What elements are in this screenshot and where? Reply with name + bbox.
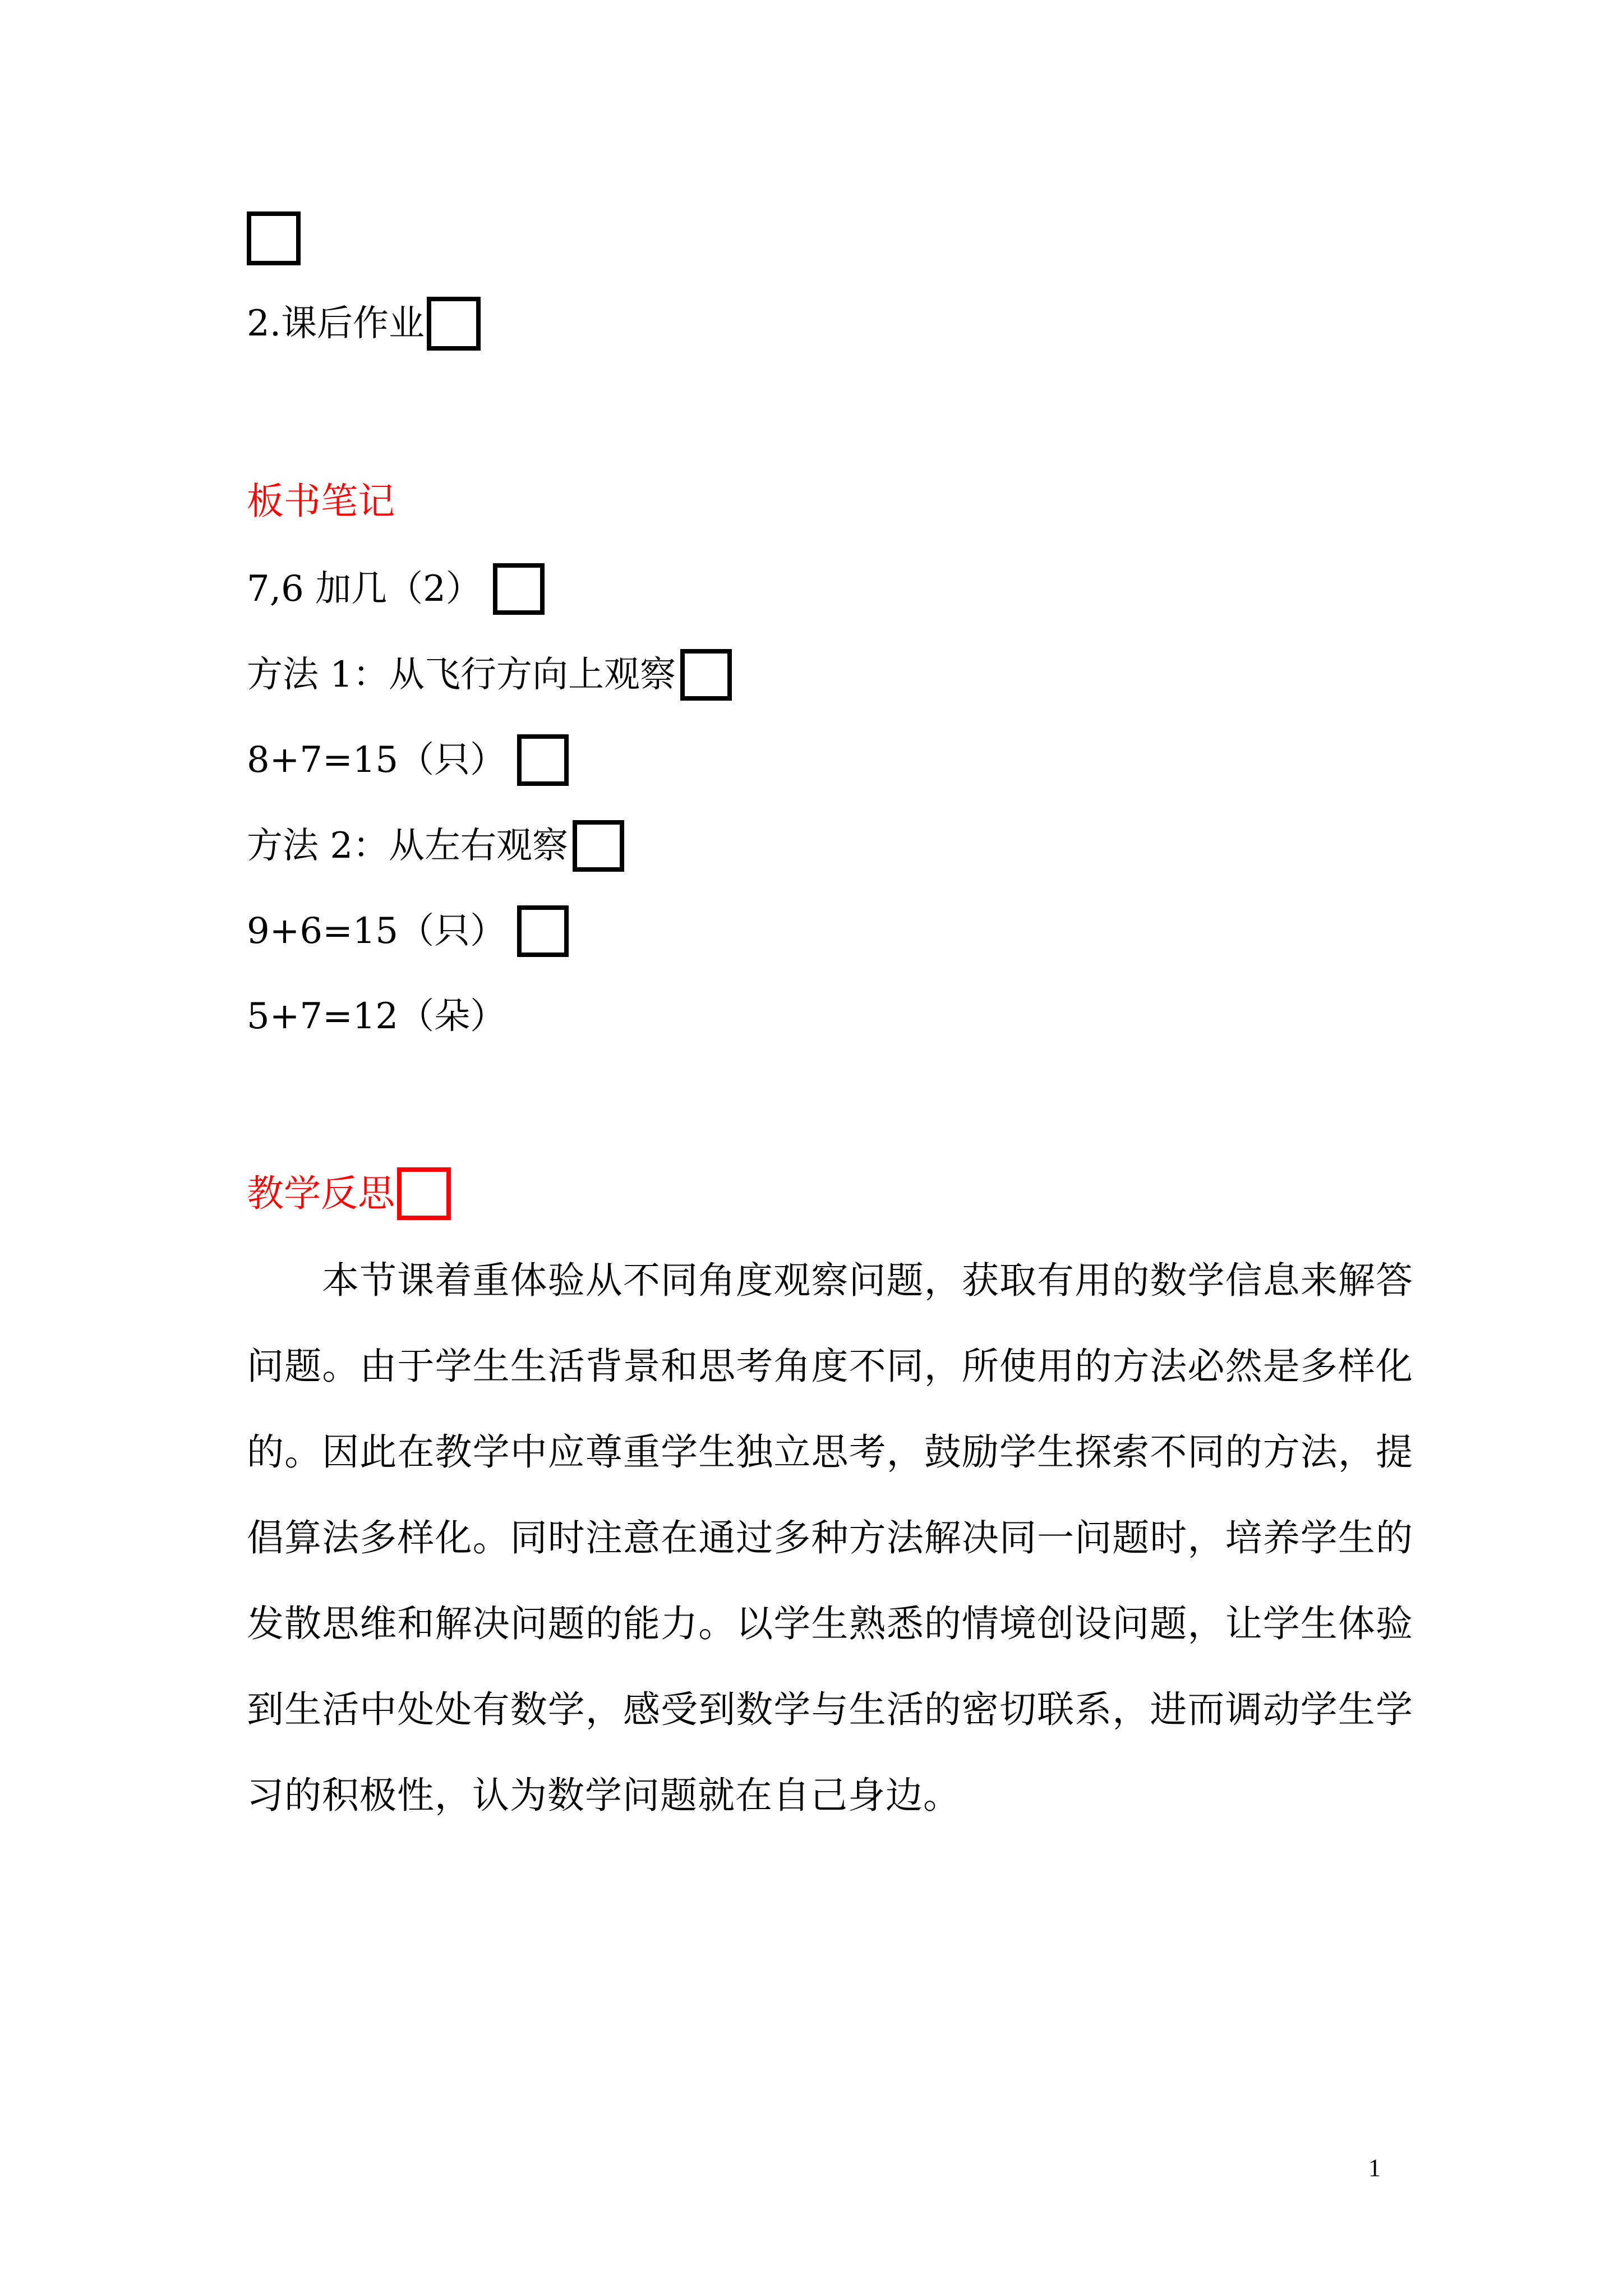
homework-line: [247, 301, 481, 346]
empty-box: [680, 649, 732, 701]
empty-box: [397, 1167, 451, 1220]
empty-box: [517, 734, 569, 786]
empty-box: [573, 820, 624, 872]
reflection-heading-text: 教学反思: [247, 1172, 395, 1215]
empty-box: [493, 563, 545, 615]
placeholder-box-row: [247, 216, 301, 261]
board-note-line: [247, 994, 506, 1039]
board-note-line: [247, 652, 732, 697]
board-note-text: 7,6 加几（2）: [247, 568, 482, 610]
empty-box: [517, 905, 569, 957]
board-note-text: 方法 1：从飞行方向上观察: [247, 654, 676, 696]
board-note-line: [247, 909, 569, 954]
homework-label: 2.课后作业: [247, 303, 425, 344]
empty-box: [427, 297, 481, 351]
board-note-line: [247, 823, 624, 868]
board-notes-heading: [247, 479, 395, 524]
board-note-text: 方法 2：从左右观察: [247, 825, 569, 867]
board-notes-heading-text: 板书笔记: [247, 480, 395, 523]
empty-box: [247, 211, 301, 265]
reflection-heading: [247, 1171, 451, 1216]
board-note-line: [247, 738, 569, 783]
page-number: 1: [1368, 2154, 1381, 2182]
board-note-text: 9+6=15（只）: [247, 910, 506, 952]
board-note-text: 8+7=15（只）: [247, 739, 506, 781]
reflection-paragraph: 本节课着重体验从不同角度观察问题，获取有用的数学信息来解答问题。由于学生生活背景和思考角度不同，所使用的方法必然是多样化的。因此在教学中应尊重学生独立思考，鼓励学生探索不同的方法，提倡算法多样化。同时注意在通过多种方法解决同一问题时，培养学生的发散思维和解决问题的能力。以学生熟悉的情境创设问题，让学生体验到生活中处处有数学，感受到数学与生活的密切联系，进而调动学生学习的积极性，认为数学问题就在自己身边。: [247, 1259, 1413, 1817]
board-note-text: 5+7=12（朵）: [247, 996, 506, 1037]
board-note-line: [247, 567, 545, 611]
